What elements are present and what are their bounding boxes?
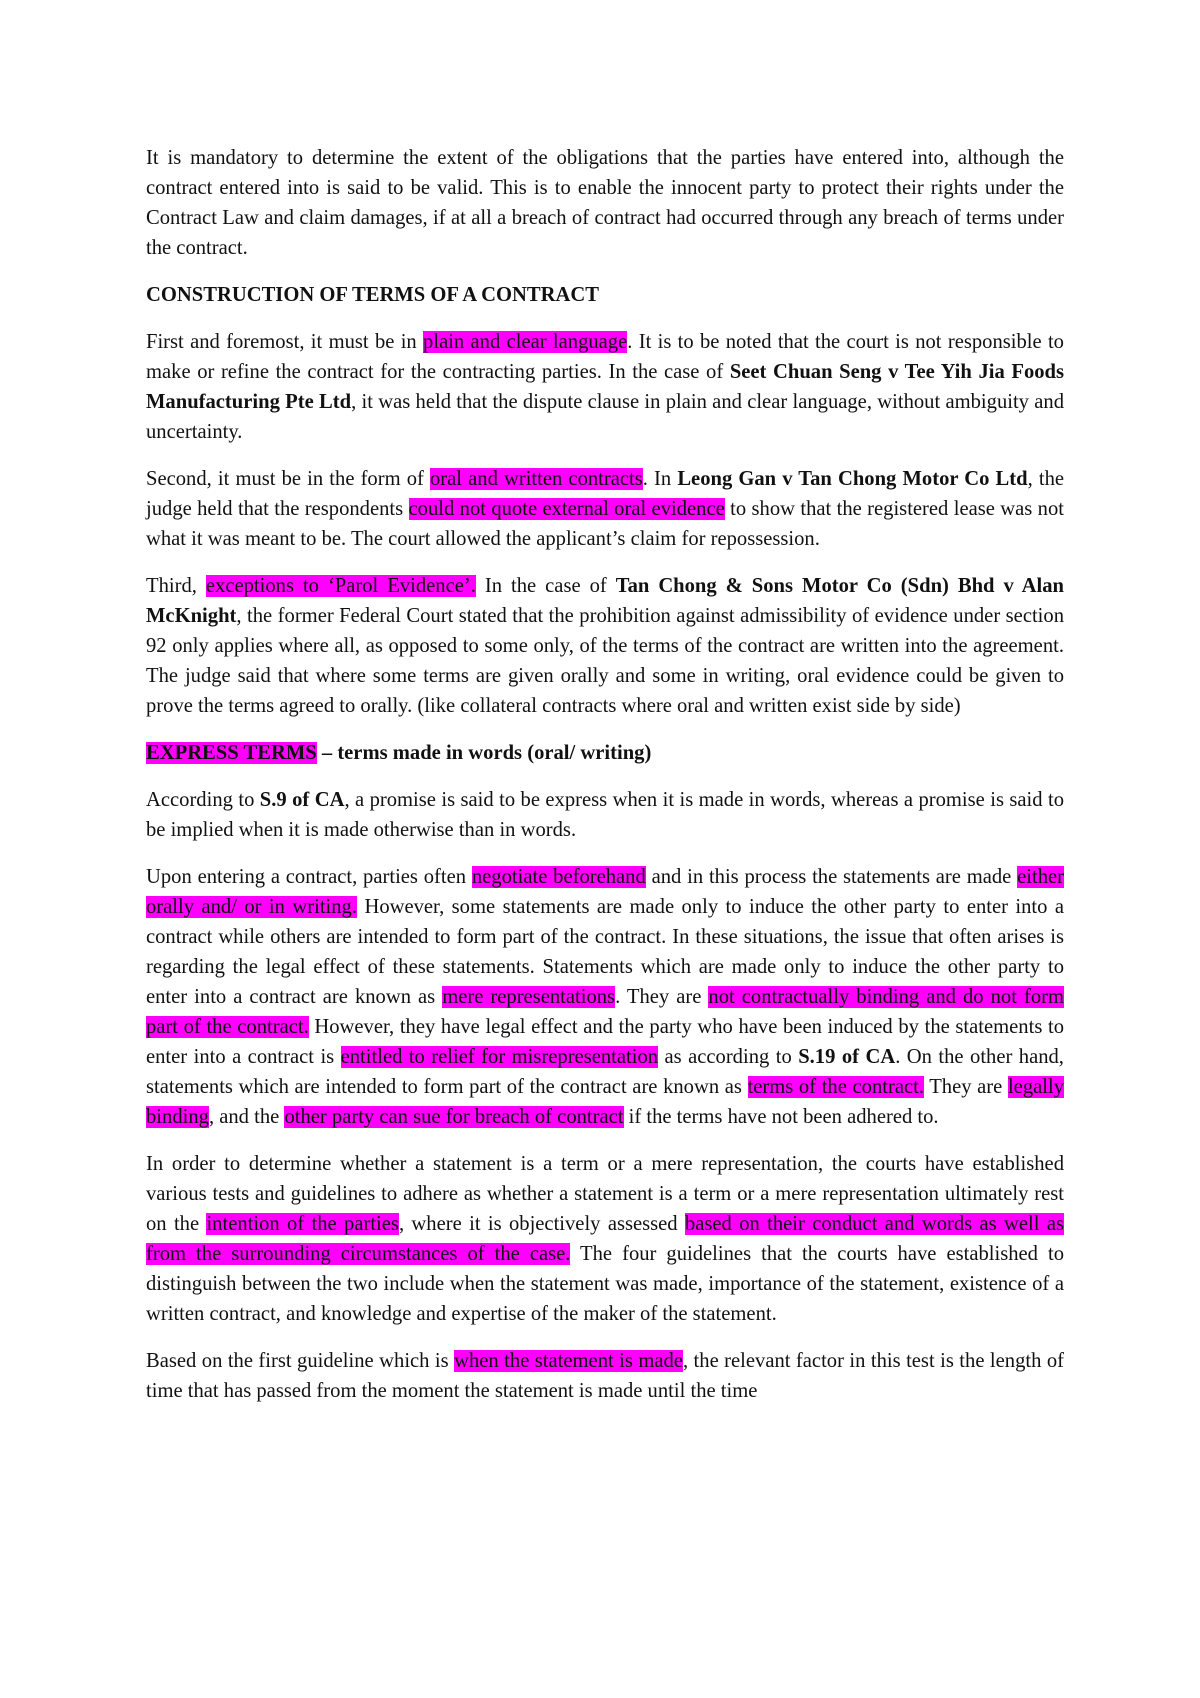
text-run: . They are <box>615 986 709 1008</box>
highlighted-text: terms of the contract. <box>747 1076 924 1098</box>
text-run: – terms made in words (oral/ writing) <box>316 742 652 764</box>
body-paragraph <box>146 464 1064 554</box>
highlighted-text: could not quote external oral evidence <box>408 498 725 520</box>
text-run: . On the other hand, statements which are intended to form part of the contract are known as <box>146 1046 1064 1098</box>
highlighted-text: negotiate beforehand <box>471 866 646 888</box>
highlighted-text: intention of the parties <box>206 1213 399 1235</box>
bold-text: Tan Chong & Sons Motor Co (Sdn) Bhd v Alan McKnight <box>146 575 1064 627</box>
body-paragraph <box>146 327 1064 447</box>
section-heading <box>146 280 1064 310</box>
text-run: Second, it must be in the form of <box>146 468 430 490</box>
section-heading <box>146 738 1064 768</box>
body-paragraph <box>146 1346 1064 1406</box>
document-page <box>146 143 1064 1423</box>
bold-text: Seet Chuan Seng v Tee Yih Jia Foods Manufacturing Pte Ltd <box>146 361 1065 413</box>
text-run: They are <box>923 1076 1008 1098</box>
text-run: . It is to be noted that the court is not responsible to make or refine the contract for the contracting parties. In the case of <box>146 331 1064 383</box>
bold-text: S.9 of CA <box>259 789 345 811</box>
highlighted-text: exceptions to ‘Parol Evidence’. <box>205 575 476 597</box>
body-paragraph <box>146 1149 1064 1329</box>
text-run: In the case of <box>475 575 616 597</box>
text-run: , the relevant factor in this test is the length of time that has passed from the moment the statement is made until the time <box>146 1350 1064 1402</box>
text-run: as according to <box>658 1046 799 1068</box>
body-paragraph <box>146 571 1064 721</box>
text-run: and in this process the statements are made <box>645 866 1018 888</box>
text-run: , a promise is said to be express when it is made in words, whereas a promise is said to be implied when it is made otherwise than in words. <box>146 789 1064 841</box>
text-run: According to <box>146 789 260 811</box>
body-paragraph <box>146 785 1064 845</box>
text-run: . In <box>642 468 678 490</box>
bold-text: Leong Gan v Tan Chong Motor Co Ltd <box>677 468 1028 490</box>
text-run: , it was held that the dispute clause in plain and clear language, without ambiguity and uncertainty. <box>146 391 1064 443</box>
text-run: In order to determine whether a statement is a term or a mere representation, the courts have established various tests and guidelines to adhere as whether a statement is a term or a mere representation ultimately rest on the <box>146 1153 1064 1235</box>
highlighted-text: either orally and/ or in writing. <box>146 866 1064 918</box>
highlighted-text: mere representations <box>442 986 616 1008</box>
text-run: Upon entering a contract, parties often <box>146 866 472 888</box>
text-run: , and the <box>208 1106 285 1128</box>
text-run: to show that the registered lease was not what it was meant to be. The court allowed the applicant’s claim for repossession. <box>146 498 1064 550</box>
highlighted-text: oral and written contracts <box>430 468 643 490</box>
highlighted-text: other party can sue for breach of contract <box>284 1106 624 1128</box>
text-run: if the terms have not been adhered to. <box>623 1106 939 1128</box>
text-run: Third, <box>146 575 206 597</box>
text-run: However, some statements are made only to induce the other party to enter into a contract while others are intended to form part of the contract. In these situations, the issue that often arises is regarding the legal effect of these statements. Statements which are made only to induce the other party to enter into a contract are known as <box>146 896 1064 1008</box>
body-paragraph <box>146 143 1064 263</box>
highlighted-text: not contractually binding and do not form part of the contract. <box>146 986 1064 1038</box>
text-run: Based on the first guideline which is <box>146 1350 455 1372</box>
text-run: , the former Federal Court stated that the prohibition against admissibility of evidence under section 92 only applies where all, as opposed to some only, of the terms of the contract are written into the agreement. The judge said that where some terms are given orally and some in writing, oral evidence could be given to prove the terms agreed to orally. (like collateral contracts where oral and written exist side by side) <box>146 605 1064 717</box>
highlighted-text: based on their conduct and words as well as from the surrounding circumstances of the case. <box>146 1213 1065 1265</box>
bold-text: S.19 of CA <box>798 1046 896 1068</box>
text-run: , the judge held that the respondents <box>146 468 1065 520</box>
text-run: However, they have legal effect and the party who have been induced by the statements to enter into a contract is <box>146 1016 1064 1068</box>
text-run: It is mandatory to determine the extent of the obligations that the parties have entered into, although the contract entered into is said to be valid. This is to enable the innocent party to protect their rights under the Contract Law and claim damages, if at all a breach of contract had occurred through any breach of terms under the contract. <box>146 147 1064 259</box>
text-run: CONSTRUCTION OF TERMS OF A CONTRACT <box>146 284 599 306</box>
body-paragraph <box>146 862 1064 1132</box>
highlighted-text: entitled to relief for misrepresentation <box>340 1046 659 1068</box>
highlighted-text: EXPRESS TERMS <box>146 742 317 764</box>
highlighted-text: legally binding <box>146 1076 1064 1128</box>
text-run: , where it is objectively assessed <box>398 1213 685 1235</box>
text-run: First and foremost, it must be in <box>146 331 424 353</box>
highlighted-text: plain and clear language <box>423 331 628 353</box>
text-run: The four guidelines that the courts have established to distinguish between the two include when the statement was made, importance of the statement, existence of a written contract, and knowledge and expertise of the maker of the statement. <box>146 1243 1064 1325</box>
highlighted-text: when the statement is made <box>454 1350 683 1372</box>
